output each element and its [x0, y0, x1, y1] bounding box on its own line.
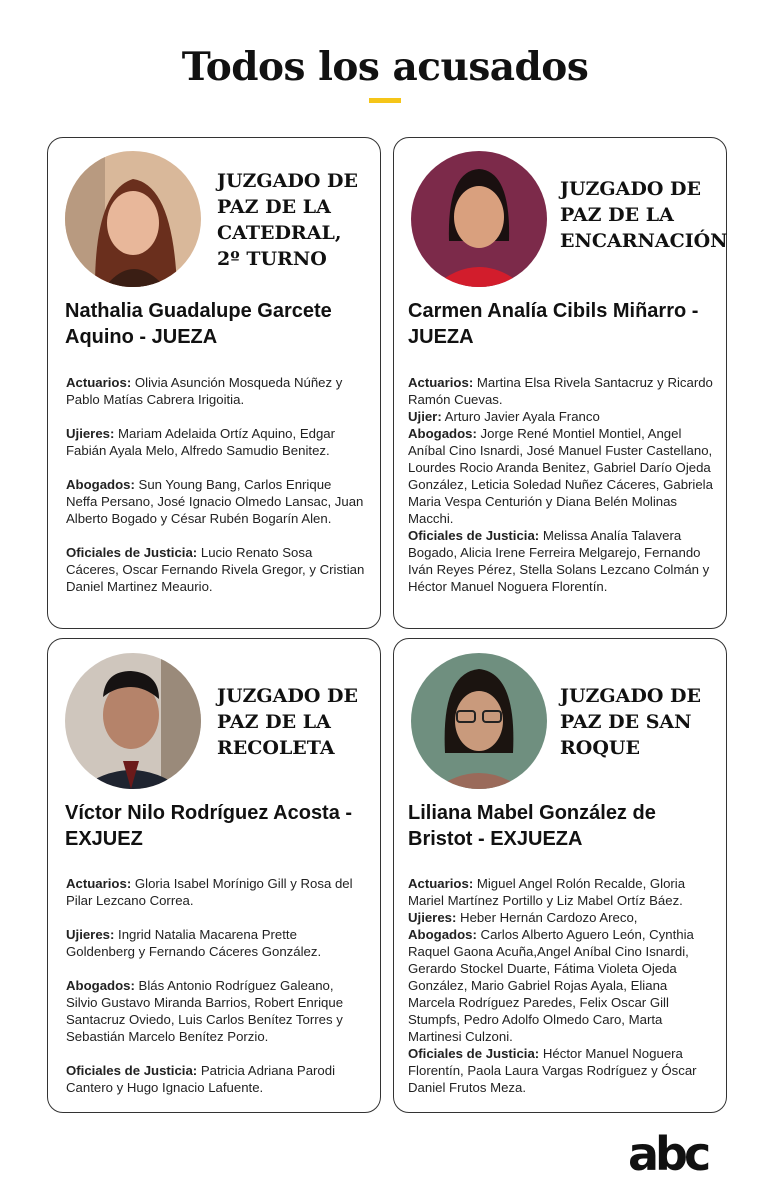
portrait-photo-rodriguez [65, 653, 201, 789]
judge-name: Liliana Mabel González de Bristot - EXJUEZA [408, 802, 656, 850]
detail-actuarios: Actuarios: Gloria Isabel Morínigo Gill y Rosa del Pilar Lezcano Correa. [66, 876, 353, 908]
court-title: JUZGADO DE PAZ DE SAN ROQUE [560, 685, 701, 759]
detail-ujieres: Ujieres: Ingrid Natalia Macarena Prette Goldenberg y Fernando Cáceres González. [66, 927, 322, 959]
judge-name: Carmen Analía Cibils Miñarro - JUEZA [408, 300, 699, 348]
detail-ujieres: Ujieres: Mariam Adelaida Ortíz Aquino, Edgar Fabián Ayala Melo, Alfredo Samudio Benitez. [66, 426, 336, 458]
card-catedral [47, 137, 381, 629]
card-san-roque [393, 638, 727, 1113]
court-title: JUZGADO DE PAZ DE LA ENCARNACIÓN [560, 178, 728, 252]
detail-oficiales: Oficiales de Justicia: Lucio Renato Sosa Cáceres, Oscar Fernando Rivela Gregor, y Cristian Daniel Martinez Meaurio. [66, 545, 365, 594]
page-title: Todos los acusados [181, 44, 589, 90]
staff-details [66, 875, 366, 1096]
detail-actuarios: Actuarios: Martina Elsa Rivela Santacruz y Ricardo Ramón Cuevas. [408, 375, 713, 407]
staff-details [408, 374, 714, 595]
detail-oficiales: Oficiales de Justicia: Patricia Adriana Parodi Cantero y Hugo Ignacio Lafuente. [66, 1063, 336, 1095]
detail-actuarios: Actuarios: Olivia Asunción Mosqueda Núñez y Pablo Matías Cabrera Irigoitia. [66, 375, 343, 407]
detail-abogados: Abogados: Carlos Alberto Aguero León, Cynthia Raquel Gaona Acuña,Angel Aníbal Cino Isnardi, Gerardo Stockel Duarte, Fátima Violeta Ojeda González, Mario Gabriel Rojas Ayala, Eliana Marcela Rodríguez Paredes, Felix Oscar Gill Stumpfs, Pedro Adolfo Olmedo Caro, Marta Martinesi Culzoni. [408, 927, 694, 1044]
staff-details [408, 875, 714, 1096]
detail-ujieres: Ujieres: Heber Hernán Cardozo Areco, [408, 910, 638, 925]
portrait-photo-garcete [65, 151, 201, 287]
judge-name: Nathalia Guadalupe Garcete Aquino - JUEZA [65, 300, 332, 348]
detail-abogados: Abogados: Sun Young Bang, Carlos Enrique Neffa Persano, José Ignacio Olmedo Lansac, Juan Alberto Bogado y César Rubén Bogarín Alen. [66, 477, 364, 526]
portrait-photo-gonzalez [411, 653, 547, 789]
judge-name: Víctor Nilo Rodríguez Acosta - EXJUEZ [65, 802, 353, 850]
detail-actuarios: Actuarios: Miguel Angel Rolón Recalde, Gloria Mariel Martínez Portillo y Liz Mabel Ortíz Báez. [408, 876, 686, 908]
card-recoleta [47, 638, 381, 1113]
court-title: JUZGADO DE PAZ DE LA CATEDRAL, 2º TURNO [217, 170, 358, 270]
detail-oficiales: Oficiales de Justicia: Melissa Analía Talavera Bogado, Alicia Irene Ferreira Melgarejo, Fernando Iván Reyes Pérez, Stella Solans Lezcano Colmán y Héctor Manuel Noguera Florentín. [408, 528, 710, 594]
portrait-photo-cibils [411, 151, 547, 287]
detail-ujier: Ujier: Arturo Javier Ayala Franco [408, 409, 600, 424]
detail-abogados: Abogados: Jorge René Montiel Montiel, Angel Aníbal Cino Isnardi, José Manuel Fuster Castellano, Lourdes Rocio Aranda Benitez, Gabriel Darío Ojeda González, Leticia Soledad Nuñez Cáceres, Gabriela Maria Vespa Centurión y Diana Belén Molinas Macchi. [408, 426, 713, 526]
detail-abogados: Abogados: Blás Antonio Rodríguez Galeano, Silvio Gustavo Miranda Barrios, Robert Enrique Santacruz Oviedo, Luis Carlos Benítez Torres y Sebastián Marcelo Benítez Porzio. [66, 978, 344, 1044]
court-title: JUZGADO DE PAZ DE LA RECOLETA [217, 685, 358, 759]
title-underline [369, 98, 401, 103]
abc-logo: abc [628, 1127, 708, 1181]
detail-oficiales: Oficiales de Justicia: Héctor Manuel Noguera Florentín, Paola Laura Vargas Rodríguez y Óscar Daniel Frutos Meza. [408, 1046, 697, 1095]
card-encarnacion [393, 137, 727, 629]
staff-details [66, 374, 366, 595]
